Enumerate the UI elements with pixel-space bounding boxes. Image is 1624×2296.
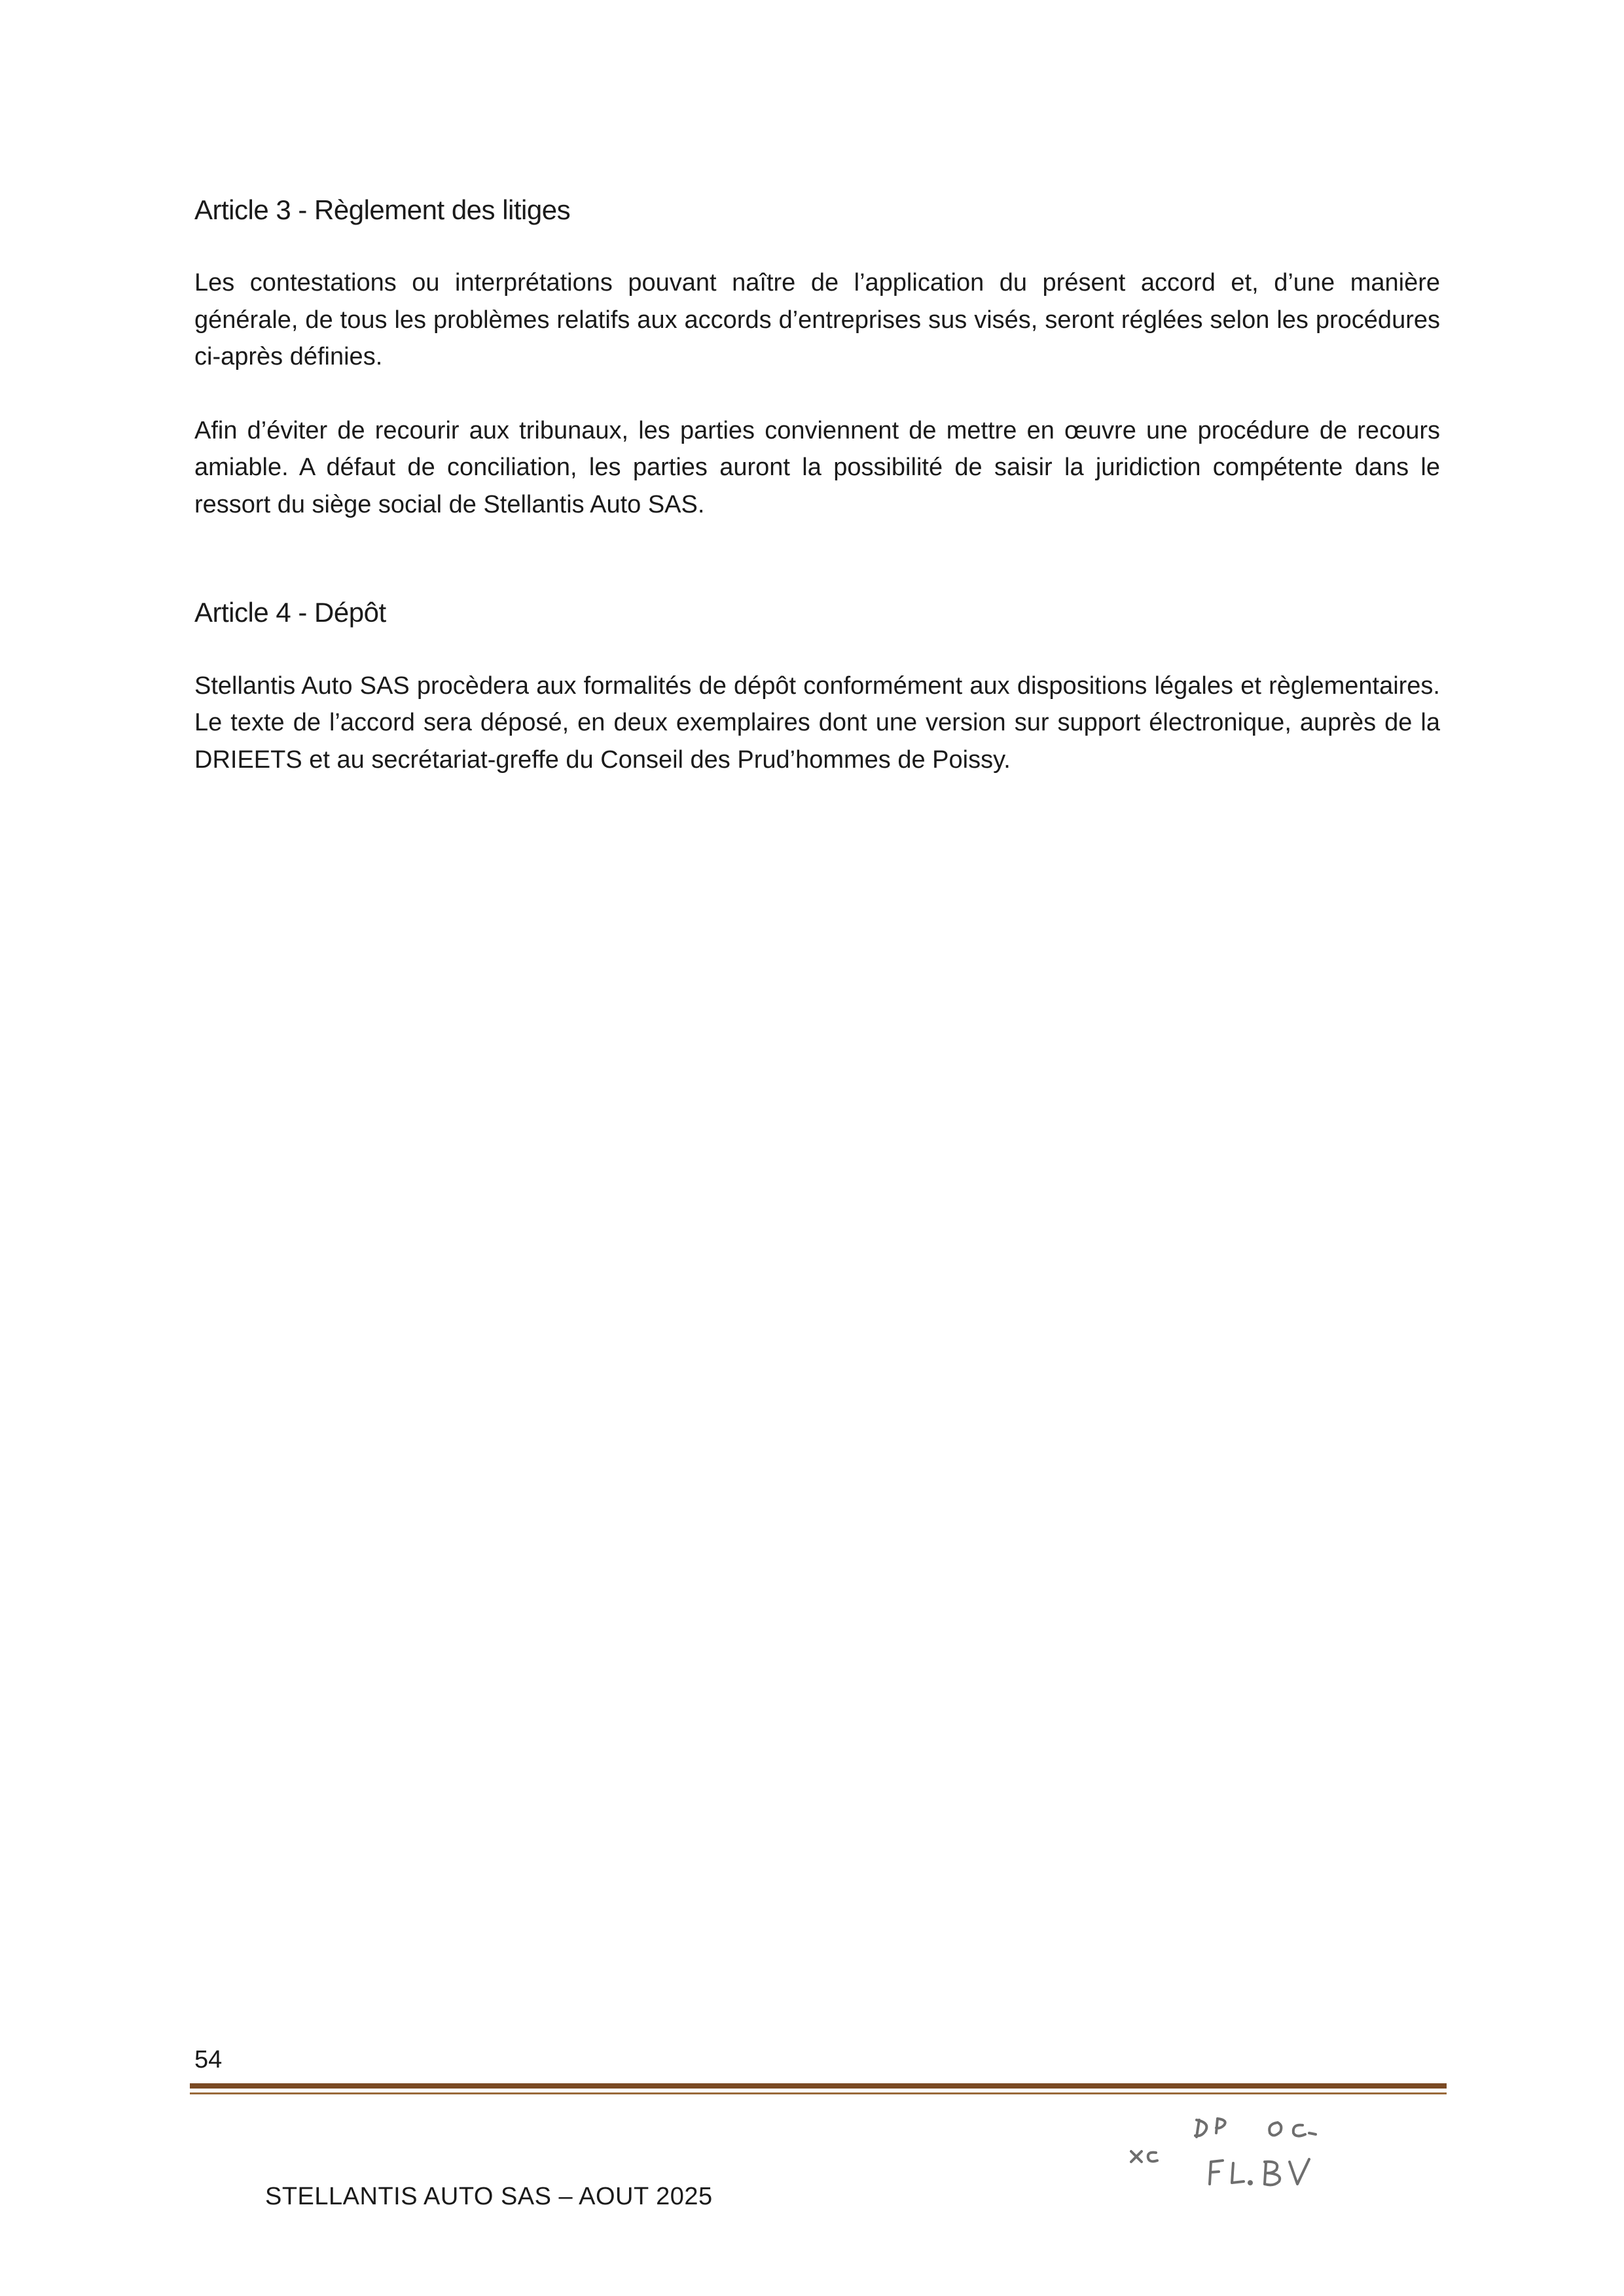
footer-rule xyxy=(190,2083,1447,2089)
handwritten-initials xyxy=(1126,2111,1362,2196)
page-content xyxy=(194,194,1440,778)
article-4-title: Article 4 - Dépôt xyxy=(194,597,386,628)
footer-company-date: STELLANTIS AUTO SAS – AOUT 2025 xyxy=(265,2183,713,2210)
article-4-paragraph-1: Stellantis Auto SAS procèdera aux formalités de dépôt conformément aux dispositions légales et règlementaires. Le texte de l’accord sera déposé, en deux exemplaires dont une version sur support électronique, auprès de la DRIEETS et au secrétariat-greffe du Conseil des Prud’hommes de Poissy. xyxy=(194,672,1440,774)
footer-rule-thin xyxy=(190,2092,1447,2094)
article-3-title: Article 3 - Règlement des litiges xyxy=(194,194,571,225)
section-spacer xyxy=(194,523,1440,596)
article-3-paragraph-2: Afin d’éviter de recourir aux tribunaux, les parties conviennent de mettre en œuvre une procédure de recours amiable. A défaut de conciliation, les parties auront la possibilité de saisir la juridiction compétente dans le ressort du siège social de Stellantis Auto SAS. xyxy=(194,416,1440,518)
article-3-paragraph-1: Les contestations ou interprétations pouvant naître de l’application du présent accord et, d’une manière générale, de tous les problèmes relatifs aux accords d’entreprises sus visés, seront réglées selon les procédures ci-après définies. xyxy=(194,269,1440,371)
page-number: 54 xyxy=(194,2046,223,2073)
